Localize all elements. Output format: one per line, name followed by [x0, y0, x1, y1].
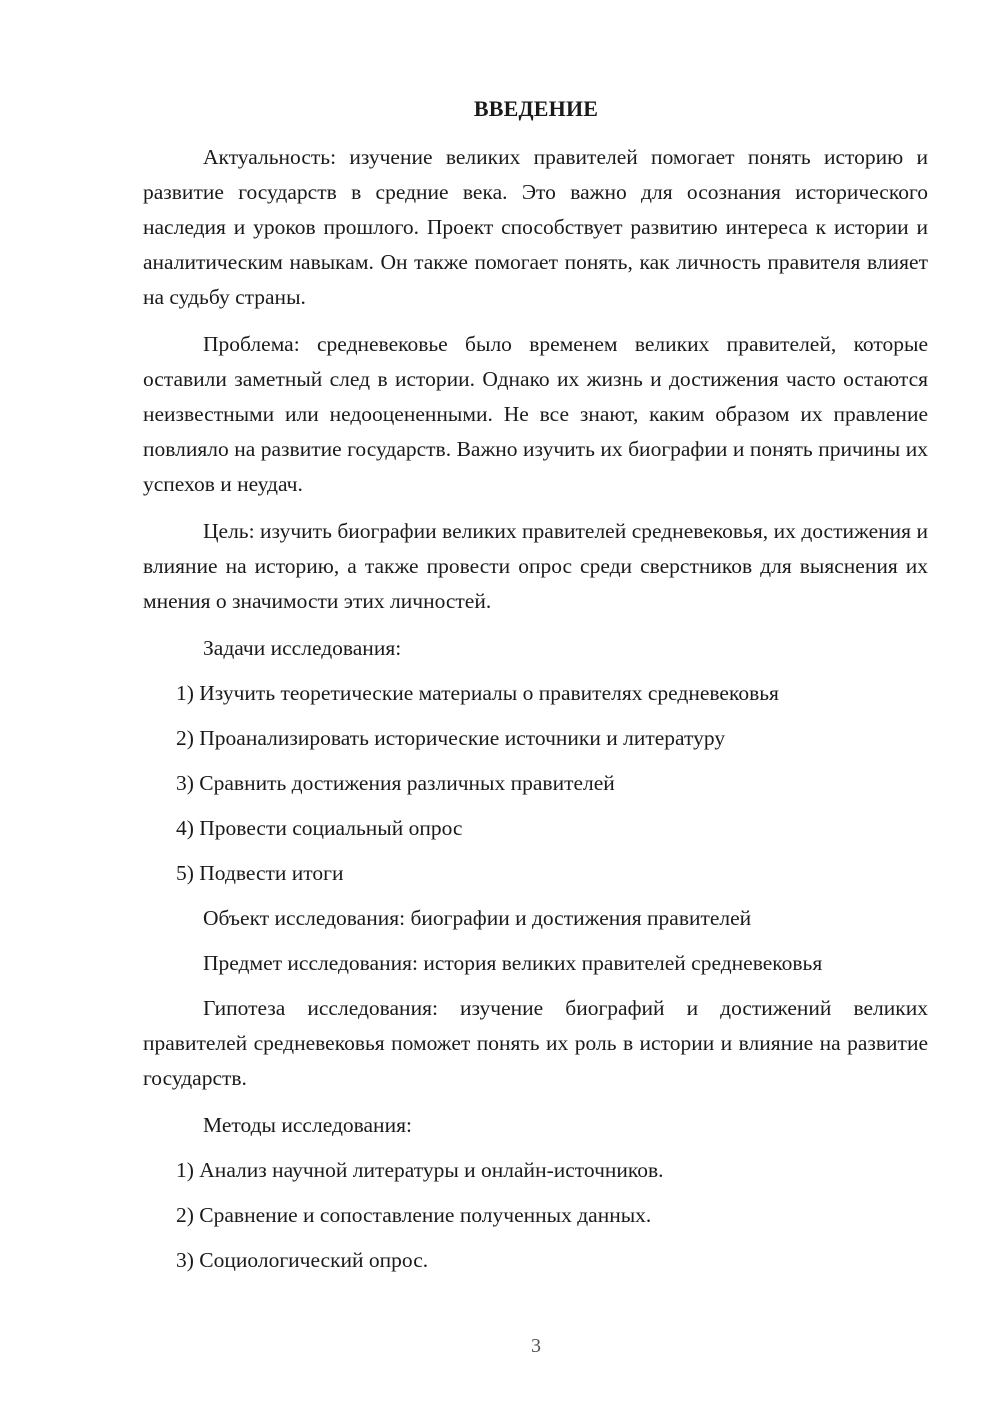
methods-list — [143, 1153, 928, 1278]
problem-paragraph: Проблема: средневековье было временем великих правителей, которые оставили заметный след в истории. Однако их жизнь и достижения часто остаются неизвестными или недооцененными. Не все знают, каким образом их правление повлияло на развитие государств. Важно изучить их биографии и понять причины их успехов и неудач. — [143, 332, 928, 496]
document-body — [143, 140, 928, 1288]
tasks-title: Задачи исследования: — [203, 636, 402, 660]
page-number: 3 — [531, 1335, 541, 1357]
object-paragraph: Объект исследования: биографии и достижения правителей — [203, 906, 752, 930]
hypothesis-paragraph: Гипотеза исследования: изучение биографий и достижений великих правителей средневековья поможет понять их роль в истории и влияние на развитие государств. — [143, 996, 928, 1090]
list-item: 3) Социологический опрос. — [176, 1248, 429, 1272]
subject-paragraph: Предмет исследования: история великих правителей средневековья — [203, 951, 823, 975]
methods-title: Методы исследования: — [203, 1113, 412, 1137]
list-item: 1) Анализ научной литературы и онлайн-источников. — [176, 1158, 664, 1182]
list-item: 1) Изучить теоретические материалы о правителях средневековья — [176, 681, 779, 705]
list-item: 4) Провести социальный опрос — [176, 816, 463, 840]
list-item: 2) Сравнение и сопоставление полученных данных. — [176, 1203, 652, 1227]
list-item: 3) Сравнить достижения различных правителей — [176, 771, 615, 795]
page-title: ВВЕДЕНИЕ — [473, 96, 599, 121]
tasks-list — [143, 676, 928, 891]
goal-paragraph: Цель: изучить биографии великих правителей средневековья, их достижения и влияние на историю, а также провести опрос среди сверстников для выяснения их мнения о значимости этих личностей. — [143, 519, 928, 613]
relevance-paragraph: Актуальность: изучение великих правителей помогает понять историю и развитие государств в средние века. Это важно для осознания исторического наследия и уроков прошлого. Проект способствует развитию интереса к истории и аналитическим навыкам. Он также помогает понять, как личность правителя влияет на судьбу страны. — [143, 145, 928, 309]
list-item: 5) Подвести итоги — [176, 861, 344, 885]
list-item: 2) Проанализировать исторические источники и литературу — [176, 726, 726, 750]
